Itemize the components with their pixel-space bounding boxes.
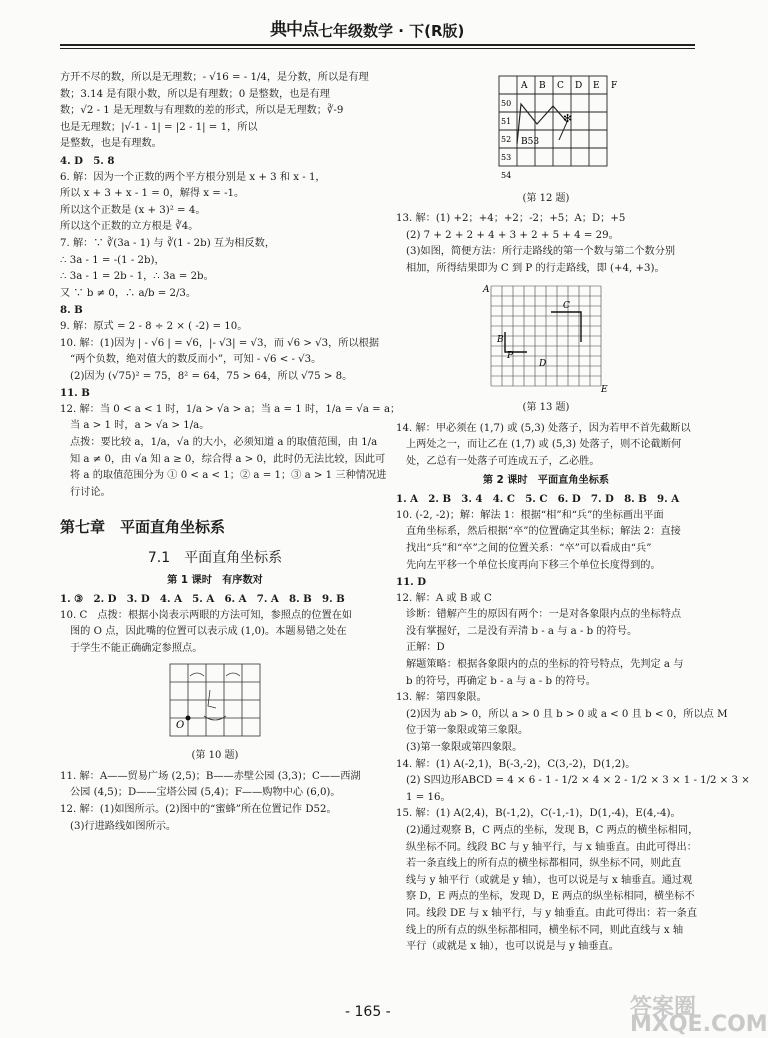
cell-label: B53 [521, 137, 540, 147]
answer-line: 线与 y 轴平行（或就是 y 轴），也可以说是与 x 轴垂直。通过观 [406, 874, 693, 886]
grid-row-label: 51 [501, 117, 512, 126]
answer-line: 于学生不能正确确定参照点。 [70, 643, 203, 654]
answer-line: 11. B [60, 387, 90, 400]
answer-line: 1. A 2. B 3. 4 4. C 5. C 6. D 7. D 8. B 9. A [396, 493, 680, 506]
answer-line: 也是无理数；|√-1 - 1| = |2 - 1| = 1，所以 [60, 121, 258, 133]
answer-line: 12. 解：(1)如图所示。(2)图中的“蜜蜂”所在位置记作 D52。 [60, 803, 337, 815]
answer-line: (2) S四边形ABCD = 4 × 6 - 1 - 1/2 × 4 × 2 - 1/2 × 3 × 1 - 1/2 × 3 × [406, 775, 750, 787]
answer-line: 14. 解：(1) A(-2,1)，B(-3,-2)，C(3,-2)，D(1,2)。 [396, 758, 636, 770]
grid-col-label: F [611, 81, 618, 91]
answer-line: 线上的所有点的纵坐标都相同，横坐标不同，则此直线与 x 轴 [406, 924, 684, 936]
answer-line: 将 a 的取值范围分为 ① 0 < a < 1；② a = 1；③ a > 1 三种情况进 [70, 470, 387, 482]
answer-line: 处，乙总有一处落子可连成五子，乙必胜。 [406, 455, 600, 467]
answer-line: (2)因为 (√75)² = 75，8² = 64，75 > 64，所以 √75 > 8。 [70, 370, 353, 382]
answer-line: 解题策略：根据各象限内的点的坐标的符号特点，先判定 a 与 [406, 659, 684, 671]
answer-line: 正解：D [406, 642, 445, 654]
figure-12-caption: (第 12 题) [522, 192, 570, 204]
answer-line: 找出“兵”和“卒”之间的位置关系：“卒”可以看成由“兵” [406, 542, 652, 554]
figure-13-caption: (第 13 题) [522, 402, 570, 414]
bee-icon: ✻ [563, 112, 573, 125]
header-rule [60, 44, 695, 46]
lesson-title: 第 1 课时 有序数对 [167, 574, 263, 586]
figure-12 [481, 74, 618, 207]
answer-line: 纵坐标不同。线段 BC 与 y 轴平行，与 x 轴垂直。由此可得出： [406, 841, 697, 853]
answer-line: 1. ③ 2. D 3. D 4. A 5. A 6. A 7. A 8. B 9. B [60, 593, 345, 606]
answer-line: 7. 解：∵ ∛(3a - 1) 与 ∛(1 - 2b) 互为相反数， [60, 237, 276, 249]
answer-line: 13. 解：第四象限。 [396, 692, 487, 704]
answer-line: 10. C 点拨：根据小岗表示两眼的方法可知，参照点的位置在如 [60, 609, 353, 621]
answer-line: 9. 解：原式 = 2 - 8 ÷ 2 × ( -2) = 10。 [60, 320, 248, 332]
answer-line: 公园 (4,5)；D——宝塔公园 (5,4)；F——购物中心 (6,0)。 [70, 787, 341, 799]
answer-line: 数；√2 - 1 是无理数与有理数的差的形式，所以是无理数；∛-9 [60, 105, 344, 117]
answer-line: 10. (-2, -2)；解：解法 1：根据“相”和“兵”的坐标画出平面 [396, 509, 664, 521]
answer-line: 没有掌握好，二是没有弄清 b - a 与 a - b 的符号。 [406, 625, 638, 637]
answer-line: 图的 O 点，因此嘴的位置可以表示成 (1,0)。本题易错之处在 [70, 626, 347, 638]
route-grid-figure [481, 282, 611, 394]
grid-row-label: 53 [501, 153, 512, 162]
answer-block-left [60, 70, 401, 501]
answer-block-lesson1 [60, 591, 370, 657]
answer-line: 又 ∵ b ≠ 0，∴ a/b = 2/3。 [60, 287, 197, 299]
answer-line: b 的符号，再确定 b - a 与 a - b 的符号。 [406, 675, 596, 687]
face-grid-figure [160, 662, 270, 742]
answer-block-14 [396, 421, 696, 471]
label-e: E [601, 384, 608, 395]
left-column [60, 70, 401, 835]
answer-line: 当 a > 1 时，a > √a > 1/a。 [70, 420, 210, 432]
answer-line: 所以这个正数的立方根是 ∛4。 [60, 221, 199, 233]
brand-logo: 典中点 [270, 20, 318, 40]
section-title: 7.1 平面直角坐标系 [147, 550, 283, 567]
answer-line: 行讨论。 [70, 486, 111, 498]
answer-line: 诊断：错解产生的原因有两个：一是对各象限内点的坐标特点 [406, 609, 682, 621]
label-p: P [507, 350, 514, 361]
answer-line: 1 = 16。 [406, 791, 451, 803]
figure-10-caption: (第 10 题) [191, 750, 239, 762]
answer-line: 先向左平移一个单位长度再向下移三个单位长度得到的。 [406, 559, 661, 571]
answer-line: 直角坐标系，然后根据“卒”的位置确定其坐标；解法 2：直接 [406, 526, 681, 538]
answer-line: 14. 解：甲必须在 (1,7) 或 (5,3) 处落子，因为若甲不首先截断以 [396, 422, 691, 434]
watermark: 答案圈 MXQE.COM [630, 995, 768, 1037]
grid-row-label: 50 [501, 99, 512, 108]
page-header [0, 0, 750, 70]
answer-line: 数；3.14 是有限小数，所以是有理数；0 是整数，也是有理 [60, 88, 330, 100]
answer-line: 相加，所得结果即为 C 到 P 的行走路线，即 (+4, +3)。 [406, 262, 665, 274]
answer-line: 上两处之一，而让乙在 (1,7) 或 (5,3) 处落子，则不论截断何 [406, 439, 682, 451]
answer-block-lesson2 [396, 491, 750, 956]
right-column [396, 70, 750, 956]
answer-line: 知 a ≠ 0，由 √a 知 a ≥ 0，综合得 a > 0，此时仍无法比较，因此可 [70, 453, 386, 465]
grid-row-label: 52 [501, 135, 512, 144]
answer-line: 平行（或就是 x 轴），也可以说是与 y 轴垂直。 [406, 941, 619, 953]
origin-label: O [176, 719, 185, 731]
book-title: 七年级数学 · 下(R版) [318, 22, 465, 40]
figure-13 [481, 282, 611, 417]
answer-line: 11. 解：A——贸易广场 (2,5)；B——赤壁公园 (3,3)；C——西湖 [60, 770, 361, 782]
answer-block-11-12 [60, 769, 370, 835]
answer-line: 是整数，也是有理数。 [60, 138, 162, 150]
answer-line: 所以这个正数是 (x + 3)² = 4。 [60, 204, 206, 216]
grid-col-label: E [593, 81, 600, 91]
header-rule-thin [60, 48, 695, 49]
grid-col-label: B [539, 81, 546, 91]
answer-line: (2) 7 + 2 + 2 + 4 + 3 + 2 + 5 + 4 = 29。 [406, 229, 619, 241]
label-d: D [539, 358, 547, 369]
answer-line: 12. 解：A 或 B 或 C [396, 592, 492, 604]
grid-col-label: D [575, 81, 583, 91]
grid-col-label: A [521, 81, 528, 91]
answer-block-13 [396, 211, 696, 277]
answer-line: 同。线段 DE 与 x 轴平行，与 y 轴垂直。由此可得出：若一条直 [406, 907, 698, 919]
chapter-title: 第七章 平面直角坐标系 [60, 518, 226, 537]
answer-line: 若一条直线上的所有点的横坐标都相同，纵坐标不同，则此直 [406, 858, 682, 870]
answer-line: 10. 解：(1)因为 | - √6 | = √6，|- √3| = √3，而 √6 > √3，所以根据 [60, 337, 380, 349]
answer-line: 位于第一象限或第三象限。 [406, 725, 529, 737]
bee-grid-figure [481, 74, 618, 184]
grid-col-label: C [557, 81, 564, 91]
answer-line: (3)第一象限或第四象限。 [406, 742, 523, 754]
label-a: A [483, 284, 490, 295]
answer-line: 13. 解：(1) +2；+4；+2；-2；+5；A；D；+5 [396, 213, 626, 225]
answer-line: 方开不尽的数，所以是无理数；- √16 = - 1/4，是分数，所以是有理 [60, 72, 369, 83]
label-b: B [497, 334, 504, 345]
page-number: - 165 - [345, 1004, 391, 1020]
answer-line: 6. 解：因为一个正数的两个平方根分别是 x + 3 和 x - 1， [60, 171, 326, 183]
answer-line: 察 D，E 两点的坐标，发现 D，E 两点的纵坐标相同，横坐标不 [406, 891, 695, 903]
answer-line: (3)行进路线如图所示。 [70, 820, 177, 832]
answer-line: 所以 x + 3 + x - 1 = 0，解得 x = -1。 [60, 188, 245, 200]
answer-line: ∴ 3a - 1 = 2b - 1，∴ 3a = 2b。 [60, 271, 214, 283]
answer-line: (2)通过观察 B，C 两点的坐标，发现 B，C 两点的横坐标相同， [406, 825, 699, 836]
answer-line: 8. B [60, 304, 83, 317]
answer-line: 12. 解：当 0 < a < 1 时，1/a > √a > a；当 a = 1 时，1/a = √a = a； [60, 403, 401, 415]
answer-line: (2)因为 ab > 0，所以 a > 0 且 b > 0 或 a < 0 且 b < 0，所以点 M [406, 708, 728, 720]
answer-line: 4. D 5. 8 [60, 154, 115, 167]
answer-line: 点拨：要比较 a，1/a，√a 的大小，必须知道 a 的取值范围，由 1/a [70, 437, 378, 449]
answer-line: “两个负数，绝对值大的数反而小”，可知 - √6 < - √3。 [70, 354, 322, 366]
answer-line: 15. 解：(1) A(2,4)，B(-1,2)，C(-1,-1)，D(1,-4)，E(4,-4)。 [396, 808, 681, 820]
lesson2-title: 第 2 课时 平面直角坐标系 [482, 474, 610, 486]
label-c: C [563, 300, 570, 311]
answer-line: ∴ 3a - 1 = -(1 - 2b)， [60, 254, 165, 266]
figure-10 [160, 662, 270, 765]
answer-line: 11. D [396, 576, 427, 589]
grid-row-label: 54 [501, 171, 512, 180]
answer-line: (3)如图，简便方法：所行走路线的第一个数与第二个数分别 [406, 246, 676, 258]
